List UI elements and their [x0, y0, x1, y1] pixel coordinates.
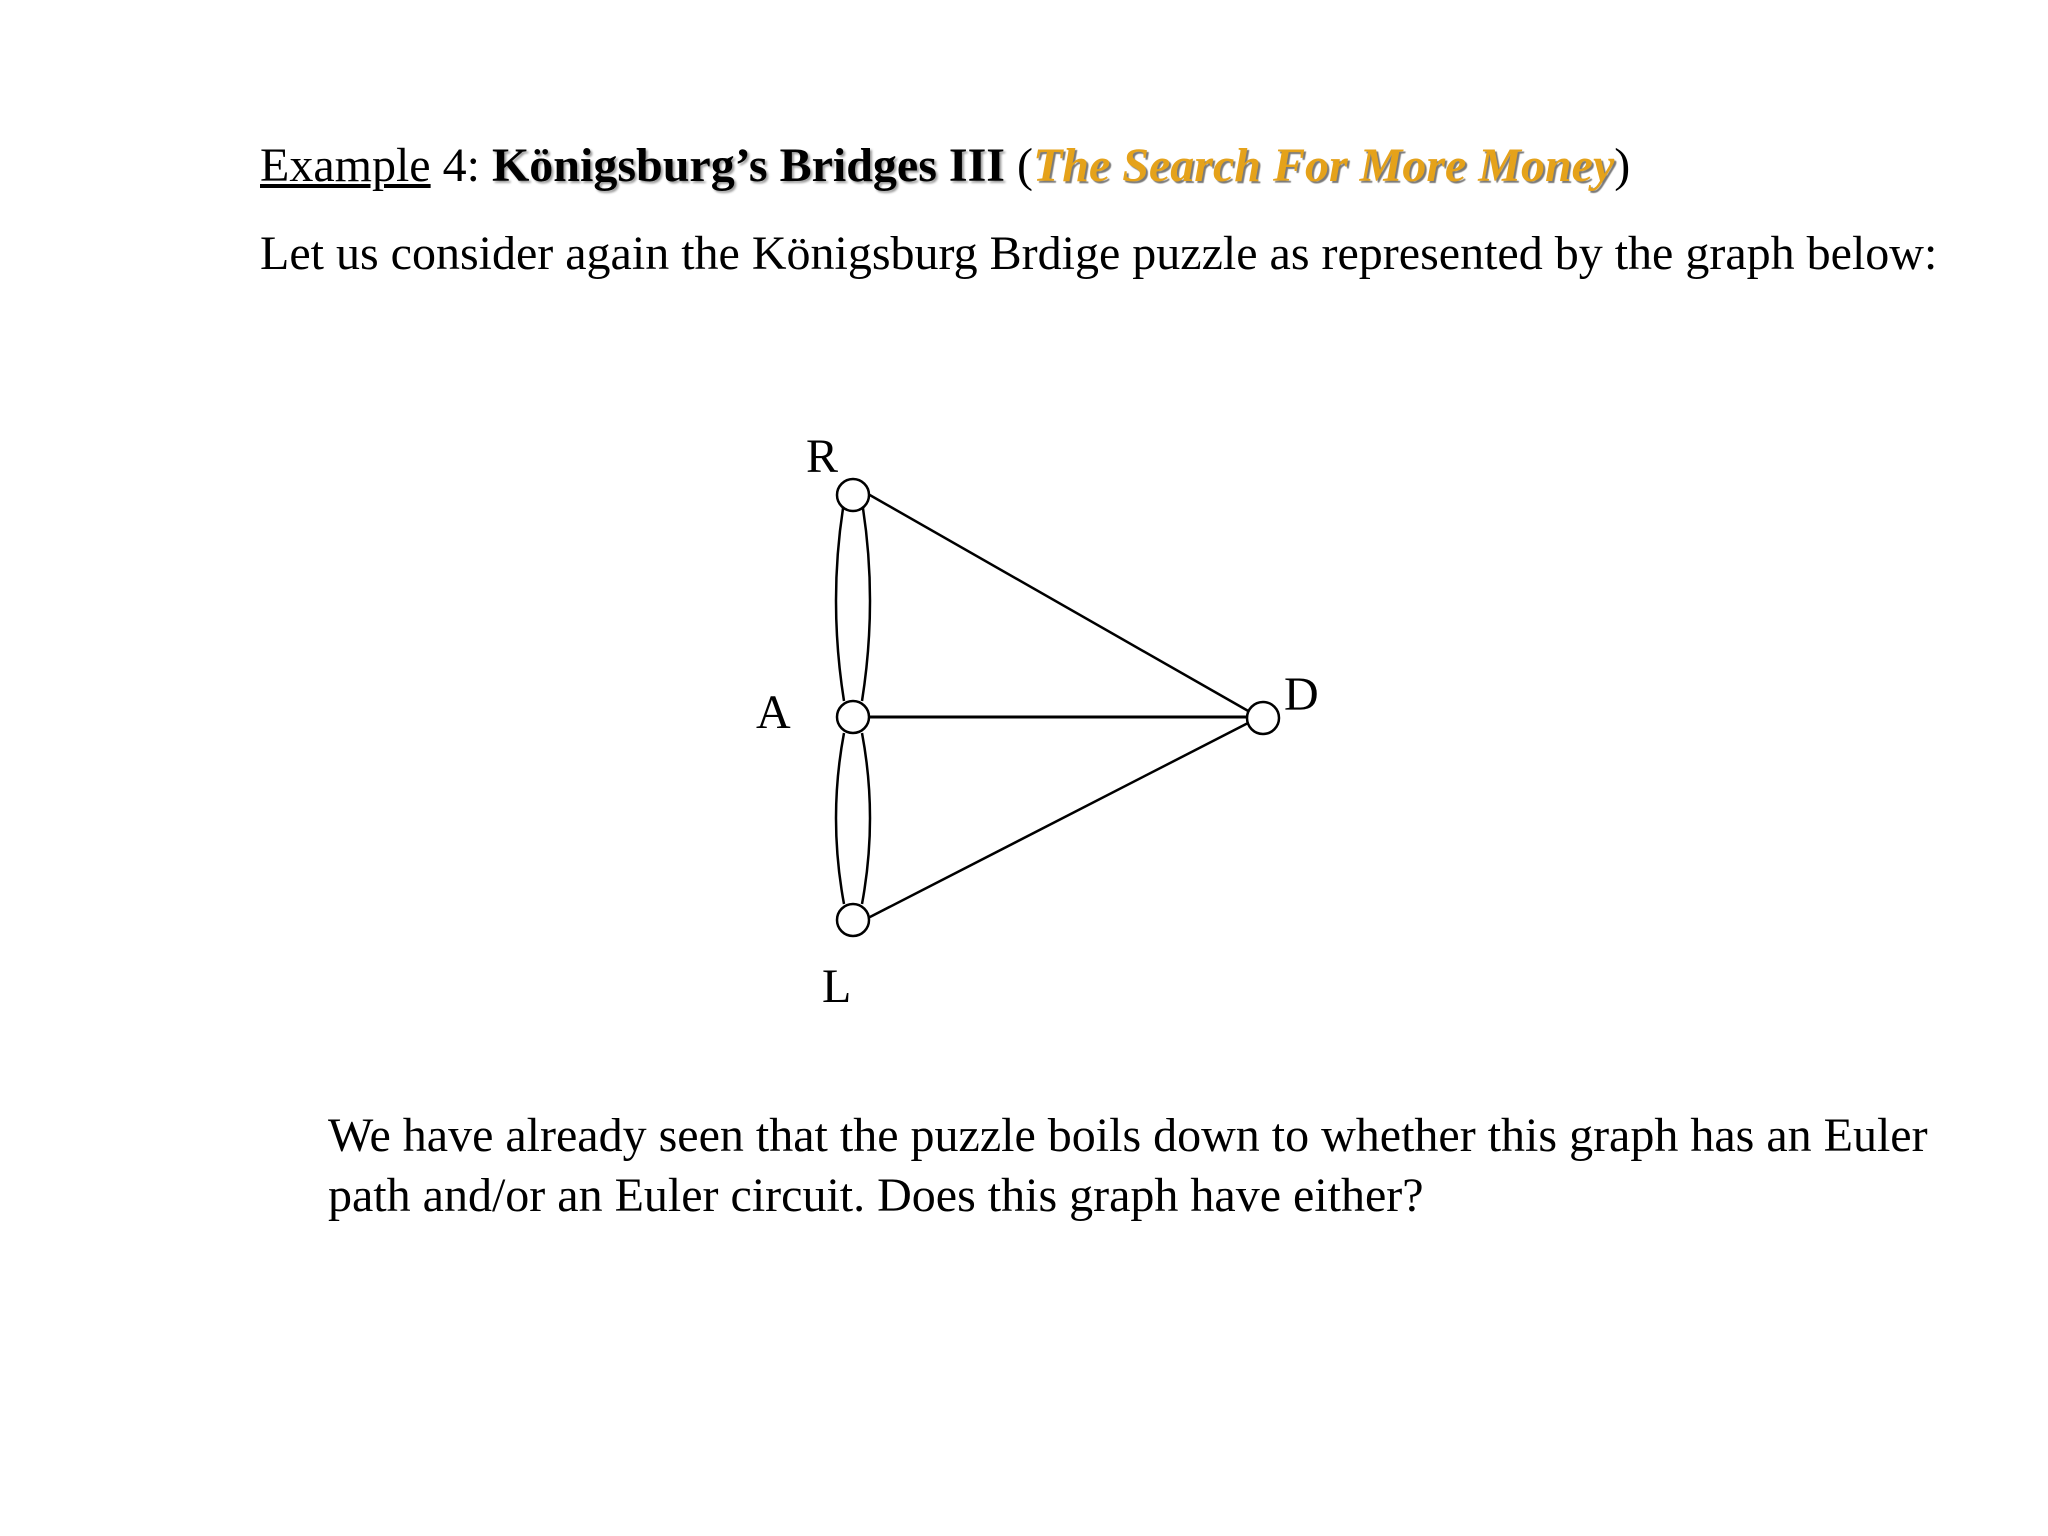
vertex-label-L: L [822, 960, 852, 1013]
vertex-L [837, 904, 869, 936]
edge-L-D [868, 722, 1250, 918]
example-subtitle: The Search For More Money [1032, 139, 1615, 192]
vertex-label-A: A [756, 686, 791, 739]
vertex-label-D: D [1284, 668, 1319, 721]
close-paren: ) [1614, 139, 1631, 192]
vertex-R [837, 479, 869, 511]
edge-A-L-1 [836, 733, 844, 904]
edge-R-A-2 [862, 502, 870, 701]
edge-A-L-2 [862, 733, 870, 904]
example-label: Example [260, 139, 431, 192]
vertex-D [1247, 702, 1279, 734]
intro-paragraph: Let us consider again the Königsburg Brdige puzzle as represented by the graph below: [260, 227, 1938, 280]
vertex-A [837, 701, 869, 733]
question-paragraph: We have already seen that the puzzle boils down to whether this graph has an Euler path and/or an Euler circuit. Does this graph have either? [328, 1109, 1928, 1222]
edge-R-A-1 [836, 502, 844, 701]
vertex-label-R: R [806, 430, 839, 483]
example-number: 4: [430, 139, 492, 192]
open-paren: ( [1004, 139, 1033, 192]
edge-R-D [868, 494, 1250, 712]
example-title: Königsburg’s Bridges III [491, 139, 1005, 192]
